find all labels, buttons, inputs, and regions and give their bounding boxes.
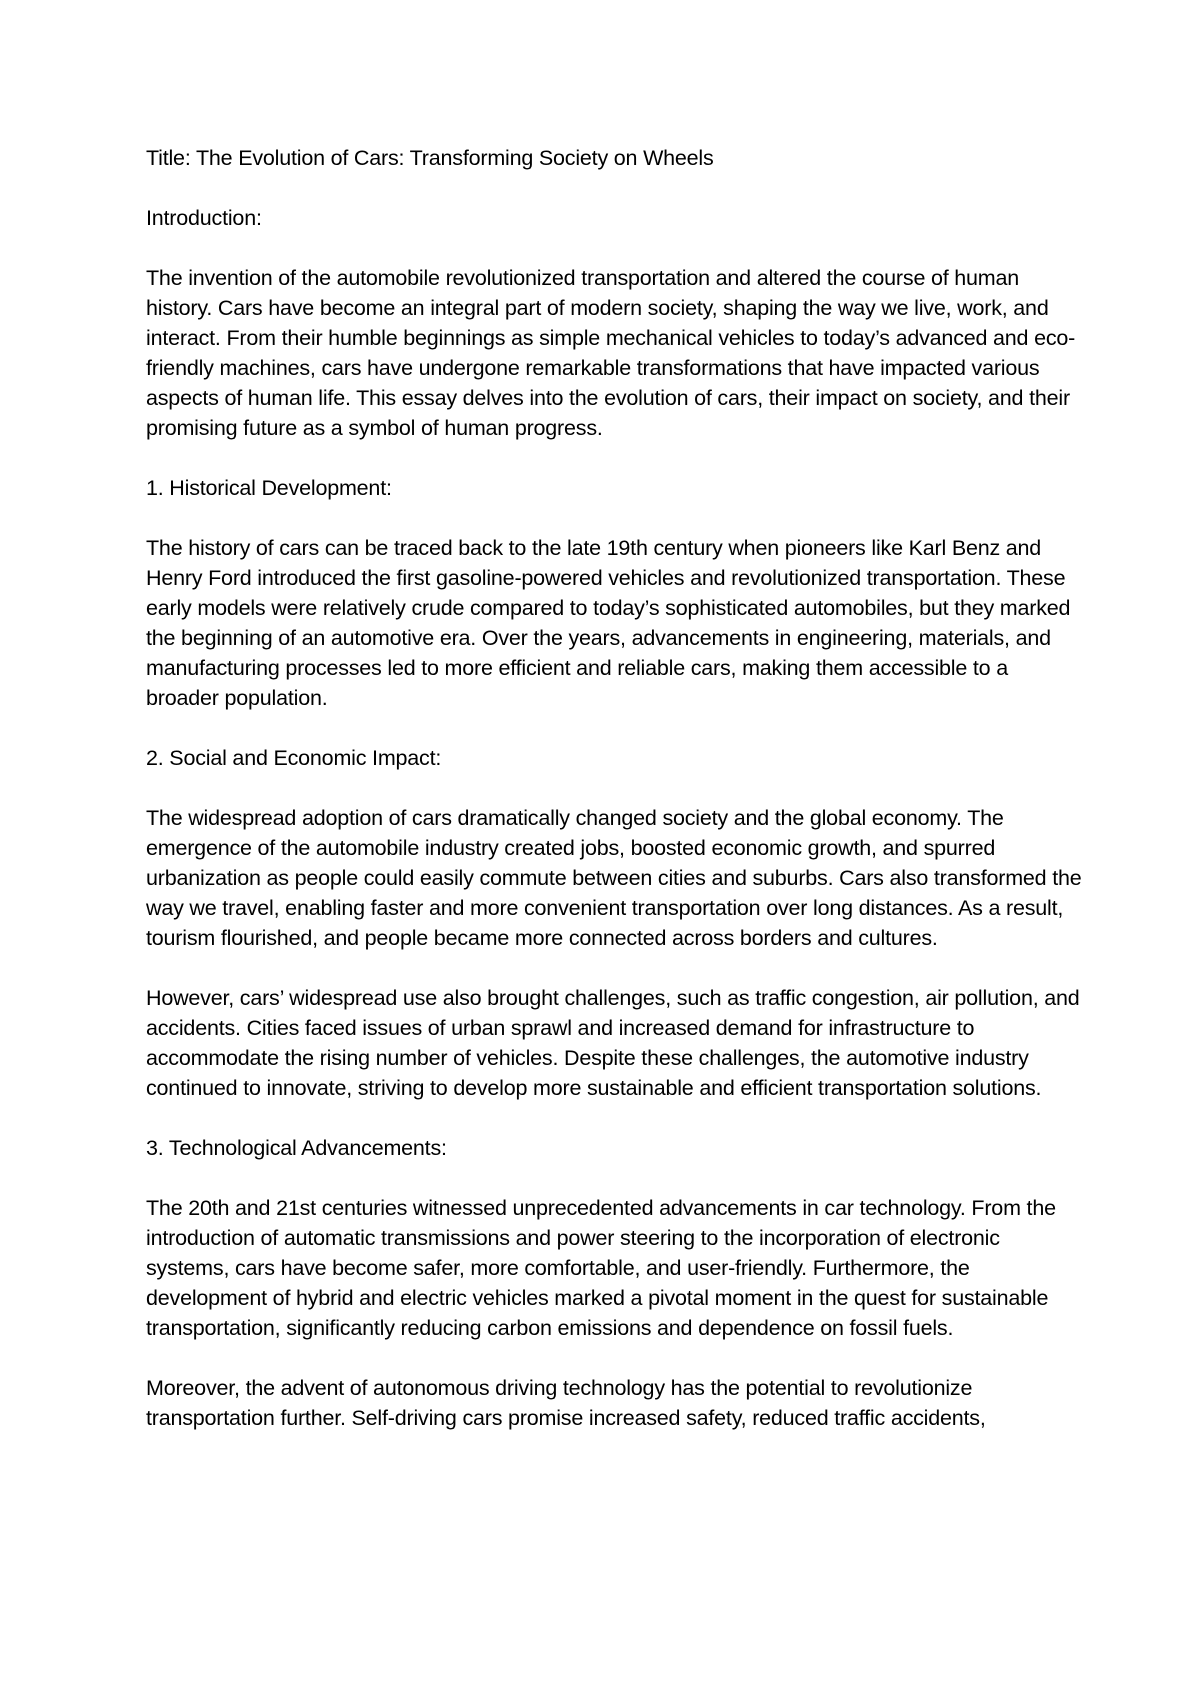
section-2-paragraph-1: The widespread adoption of cars dramatically changed society and the global economy. The emergence of the automobile industry created jobs, boosted economic growth, and spurred urbanization as people could easily commute between cities and suburbs. Cars also transformed the way we travel, enabling faster and more convenient transportation over long distances. As a result, tourism flourished, and people became more connected across borders and cultures. [146, 806, 1082, 950]
introduction-heading: Introduction: [146, 206, 262, 230]
section-3-paragraph-1: The 20th and 21st centuries witnessed unprecedented advancements in car technology. From the introduction of automatic transmissions and power steering to the incorporation of electronic systems, cars have become safer, more comfortable, and user-friendly. Furthermore, the development of hybrid and electric vehicles marked a pivotal moment in the quest for sustainable transportation, significantly reducing carbon emissions and dependence on fossil fuels. [146, 1196, 1056, 1340]
section-1-paragraph: The history of cars can be traced back to the late 19th century when pioneers like Karl Benz and Henry Ford introduced the first gasoline-powered vehicles and revolutionized transportation. These early models were relatively crude compared to today’s sophisticated automobiles, but they marked the beginning of an automotive era. Over the years, advancements in engineering, materials, and manufacturing processes led to more efficient and reliable cars, making them accessible to a broader population. [146, 536, 1071, 710]
section-1-heading: 1. Historical Development: [146, 476, 392, 500]
section-2-paragraph-2: However, cars’ widespread use also brought challenges, such as traffic congestion, air pollution, and accidents. Cities faced issues of urban sprawl and increased demand for infrastructure to accommodate the rising number of vehicles. Despite these challenges, the automotive industry continued to innovate, striving to develop more sustainable and efficient transportation solutions. [146, 986, 1080, 1100]
document-title: Title: The Evolution of Cars: Transforming Society on Wheels [146, 146, 714, 170]
section-2-heading: 2. Social and Economic Impact: [146, 746, 442, 770]
section-3-paragraph-2: Moreover, the advent of autonomous driving technology has the potential to revolutionize transportation further. Self-driving cars promise increased safety, reduced traffic accidents, [146, 1376, 986, 1430]
document-body [146, 143, 1086, 1433]
section-3-heading: 3. Technological Advancements: [146, 1136, 447, 1160]
introduction-paragraph: The invention of the automobile revolutionized transportation and altered the course of human history. Cars have become an integral part of modern society, shaping the way we live, work, and interact. From their humble beginnings as simple mechanical vehicles to today’s advanced and eco-friendly machines, cars have undergone remarkable transformations that have impacted various aspects of human life. This essay delves into the evolution of cars, their impact on society, and their promising future as a symbol of human progress. [146, 266, 1076, 440]
